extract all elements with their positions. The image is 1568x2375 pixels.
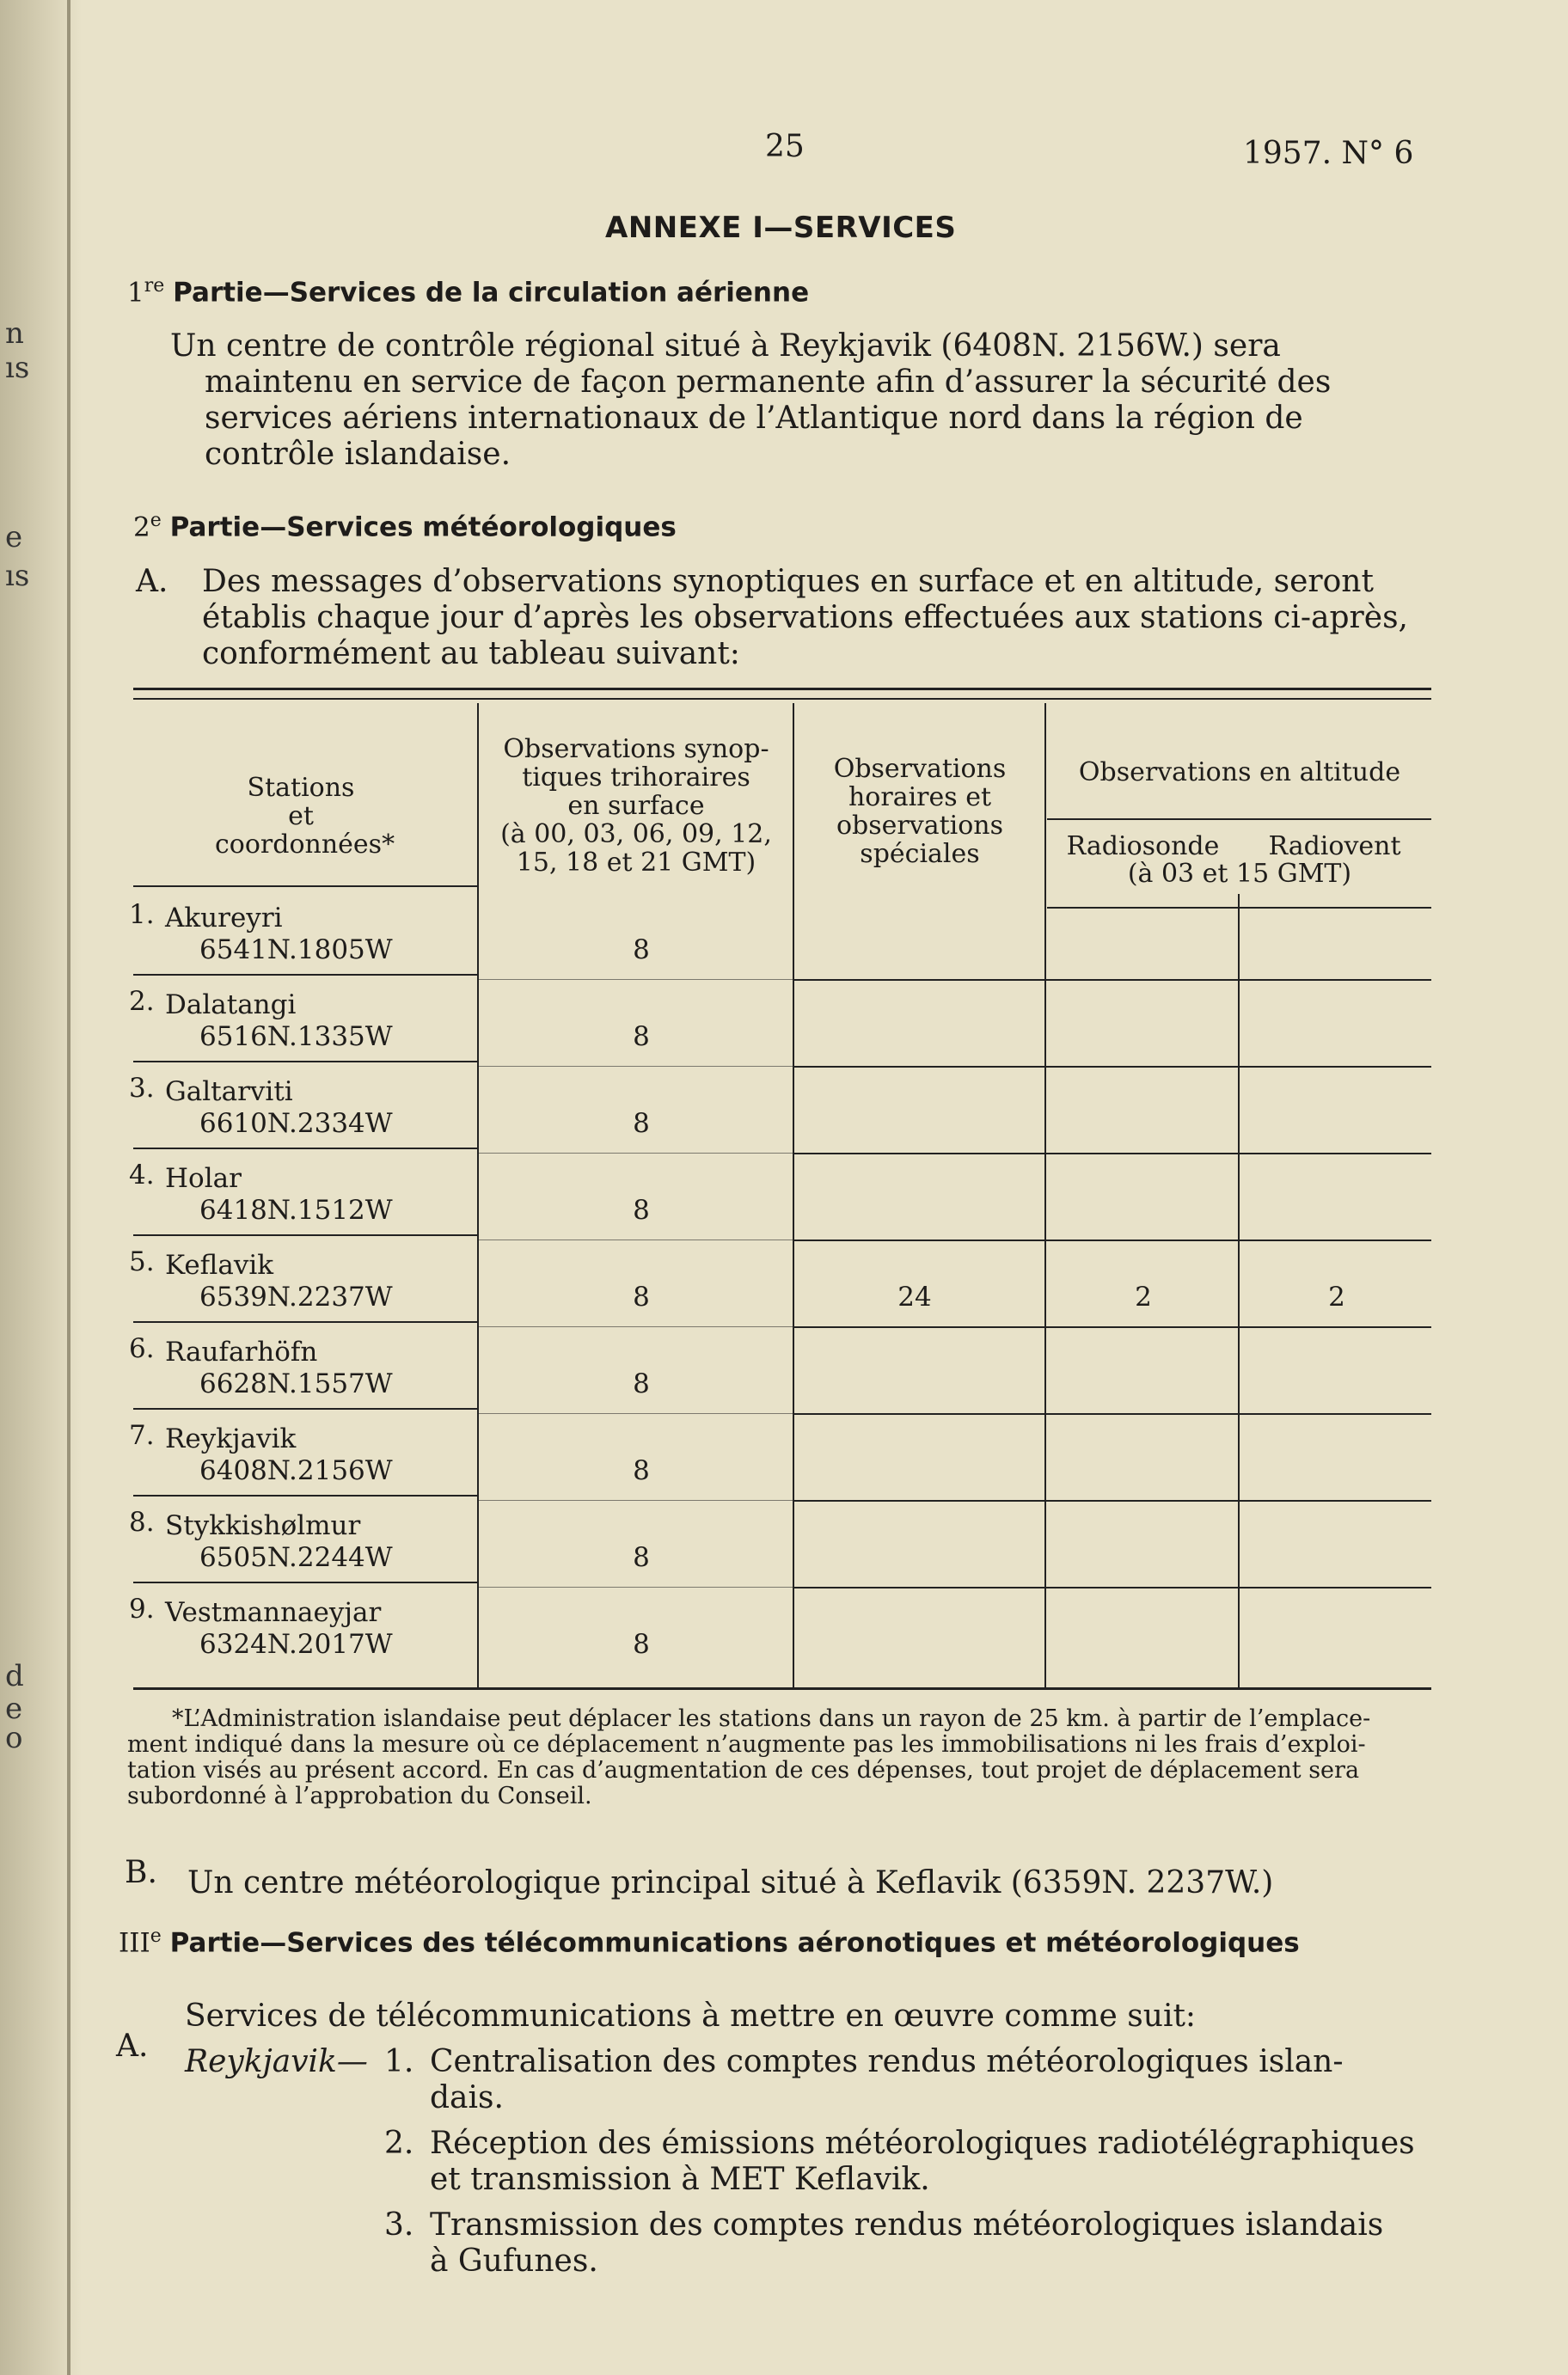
- part3-number: III: [119, 1927, 150, 1959]
- part3-item-line: et transmission à MET Keflavik.: [430, 2162, 930, 2197]
- footnote-line: tation visés au présent accord. En cas d’augmentation de ces dépenses, tout projet de déplacement sera: [127, 1757, 1360, 1784]
- header-stations-line: et coordonnées*: [215, 801, 395, 860]
- synoptic-value: 8: [633, 934, 650, 965]
- station-coord: 6541N.1805W: [199, 934, 393, 965]
- synoptic-value: 8: [633, 1629, 650, 1660]
- row-rule: [133, 1321, 477, 1323]
- row-rule: [479, 979, 793, 980]
- part3-intro: Services de télécommunications à mettre en œuvre comme suit:: [185, 1999, 1197, 2034]
- part1-heading: [127, 275, 809, 308]
- part2-a-line: Des messages d’observations synoptiques en surface et en altitude, seront: [202, 564, 1374, 599]
- altitude-subrule: [1047, 818, 1431, 820]
- hourly-value: 24: [897, 1282, 932, 1313]
- station-number: 7.: [129, 1420, 155, 1451]
- header-radiosonde: Radiosonde: [1066, 831, 1220, 861]
- table-top-rule: [133, 698, 1431, 700]
- synoptic-value: 8: [633, 1455, 650, 1486]
- row-rule: [133, 1234, 477, 1236]
- synoptic-value: 8: [633, 1021, 650, 1052]
- part3-item: [430, 2126, 1415, 2198]
- header-synoptic-line: tiques trihoraires: [522, 762, 750, 793]
- part3-item-number: 3.: [384, 2207, 414, 2243]
- part2-a-paragraph: [202, 564, 1440, 672]
- station-name: Keflavik: [165, 1250, 274, 1281]
- margin-fragment: e: [5, 520, 23, 554]
- station-name: Vestmannaeyjar: [165, 1597, 382, 1628]
- station-coord: 6516N.1335W: [199, 1021, 393, 1052]
- radiovent-value: 2: [1328, 1282, 1345, 1313]
- station-number: 4.: [129, 1160, 155, 1191]
- part2-b-text: Un centre météorologique principal situé à Keflavik (6359N. 2237W.): [187, 1865, 1274, 1901]
- part2-title: Partie—Services météorologiques: [169, 511, 677, 543]
- part1-paragraph: [170, 328, 1434, 473]
- part2-sup: e: [150, 510, 162, 531]
- row-rule: [133, 1495, 477, 1497]
- footnote: [127, 1705, 1425, 1809]
- station-coord: 6539N.2237W: [199, 1282, 393, 1313]
- page-number: 25: [765, 129, 805, 164]
- part1-line: Un centre de contrôle régional situé à Reykjavik (6408N. 2156W.) sera: [170, 328, 1281, 364]
- footnote-line: *L’Administration islandaise peut déplacer les stations dans un rayon de 25 km. à partir de l’emplace-: [172, 1705, 1371, 1732]
- part1-line: maintenu en service de façon permanente afin d’assurer la sécurité des: [205, 364, 1332, 400]
- synoptic-value: 8: [633, 1282, 650, 1313]
- station-number: 1.: [129, 899, 155, 930]
- margin-fragment: ıs: [5, 559, 30, 593]
- part2-a-line: établis chaque jour d’après les observations effectuées aux stations ci-après,: [202, 600, 1408, 635]
- row-rule: [479, 1153, 793, 1154]
- margin-fragment: n: [5, 316, 24, 351]
- row-rule: [133, 974, 477, 976]
- synoptic-value: 8: [633, 1368, 650, 1399]
- synoptic-value: 8: [633, 1542, 650, 1573]
- synoptic-value: 8: [633, 1195, 650, 1226]
- part1-line: services aériens internationaux de l’Atlantique nord dans la région de: [205, 401, 1303, 436]
- header-hourly: [799, 755, 1040, 868]
- footnote-line: subordonné à l’approbation du Conseil.: [127, 1783, 592, 1809]
- part3-sup: e: [150, 1925, 162, 1947]
- station-name: Akureyri: [165, 903, 283, 933]
- part1-sup: re: [144, 275, 165, 297]
- station-number: 9.: [129, 1594, 155, 1625]
- station-coord: 6505N.2244W: [199, 1542, 393, 1573]
- part1-line: contrôle islandaise.: [205, 437, 511, 472]
- header-synoptic-line: (à 00, 03, 06, 09, 12,: [500, 819, 772, 849]
- margin-fragment: d: [5, 1659, 24, 1693]
- station-number: 6.: [129, 1333, 155, 1364]
- part3-item: [430, 2044, 1344, 2116]
- issue-label: 1957. N° 6: [1243, 136, 1414, 171]
- station-name: Holar: [165, 1163, 242, 1194]
- part3-item-number: 2.: [384, 2126, 414, 2161]
- header-stations-line: Stations: [247, 773, 355, 803]
- station-name: Reykjavik: [165, 1423, 297, 1454]
- radiosonde-value: 2: [1135, 1282, 1152, 1313]
- part3-item-line: à Gufunes.: [430, 2243, 598, 2279]
- station-coord: 6324N.2017W: [199, 1629, 393, 1660]
- margin-fragment: o: [5, 1721, 23, 1755]
- part3-item-line: Transmission des comptes rendus météorologiques islandais: [430, 2207, 1384, 2243]
- part2-a-line: conformément au tableau suivant:: [202, 636, 740, 671]
- row-rule: [479, 1500, 793, 1501]
- part3-heading: [119, 1925, 1300, 1958]
- row-rule: [133, 1582, 477, 1583]
- row-rule: [479, 1066, 793, 1067]
- part2-a-label: A.: [136, 564, 168, 599]
- part3-place: Reykjavik—: [185, 2044, 368, 2079]
- station-coord: 6628N.1557W: [199, 1368, 393, 1399]
- binding-edge: [67, 0, 70, 2375]
- part2-heading: [133, 510, 677, 542]
- row-rule: [479, 1326, 793, 1327]
- row-rule: [479, 1587, 793, 1588]
- header-hourly-line: observations: [836, 811, 1004, 841]
- table-bottom-rule: [133, 1687, 1431, 1690]
- station-name: Stykkishølmur: [165, 1510, 361, 1541]
- page-title: ANNEXE I—SERVICES: [605, 211, 957, 245]
- margin-fragment: ıs: [5, 351, 30, 385]
- row-rule: [133, 1148, 477, 1149]
- part3-item-line: dais.: [430, 2080, 504, 2115]
- header-altitude: Observations en altitude: [1078, 757, 1401, 787]
- header-altitude-times: (à 03 et 15 GMT): [1127, 859, 1352, 889]
- station-name: Galtarviti: [165, 1076, 293, 1107]
- row-rule: [479, 1413, 793, 1414]
- station-number: 5.: [129, 1246, 155, 1277]
- header-synoptic: [486, 735, 787, 877]
- part1-title: Partie—Services de la circulation aérienne: [173, 277, 810, 309]
- footnote-line: ment indiqué dans la mesure où ce déplacement n’augmente pas les immobilisations ni les frais d’exploi-: [127, 1731, 1366, 1758]
- station-name: Raufarhöfn: [165, 1337, 318, 1368]
- header-hourly-line: horaires et: [848, 782, 992, 812]
- row-rule: [133, 1408, 477, 1410]
- header-hourly-line: spéciales: [860, 839, 980, 869]
- row-rule: [133, 1061, 477, 1062]
- part3-item: [430, 2207, 1383, 2280]
- header-bottom-rule: [133, 885, 477, 887]
- part2-b-label: B.: [125, 1855, 157, 1890]
- part3-item-number: 1.: [384, 2044, 414, 2079]
- part3-a-label: A.: [116, 2029, 149, 2064]
- part3-item-line: Centralisation des comptes rendus météorologiques islan-: [430, 2044, 1344, 2079]
- part1-number: 1: [127, 277, 144, 309]
- header-synoptic-line: en surface: [567, 791, 705, 821]
- station-coord: 6408N.2156W: [199, 1455, 393, 1486]
- station-number: 2.: [129, 986, 155, 1017]
- margin-fragment: e: [5, 1692, 23, 1726]
- station-name: Dalatangi: [165, 989, 297, 1020]
- station-coord: 6610N.2334W: [199, 1108, 393, 1139]
- part3-title: Partie—Services des télécommunications aéronotiques et météorologiques: [169, 1927, 1300, 1959]
- header-radiovent: Radiovent: [1268, 831, 1401, 861]
- part3-item-line: Réception des émissions météorologiques radiotélégraphiques: [430, 2126, 1415, 2161]
- station-coord: 6418N.1512W: [199, 1195, 393, 1226]
- synoptic-value: 8: [633, 1108, 650, 1139]
- header-hourly-line: Observations: [833, 754, 1007, 784]
- station-number: 8.: [129, 1507, 155, 1538]
- station-number: 3.: [129, 1073, 155, 1104]
- part2-number: 2: [133, 511, 150, 543]
- header-synoptic-line: 15, 18 et 21 GMT): [516, 848, 756, 878]
- table-top-rule: [133, 688, 1431, 690]
- header-synoptic-line: Observations synop-: [503, 734, 769, 764]
- header-stations: [215, 773, 395, 860]
